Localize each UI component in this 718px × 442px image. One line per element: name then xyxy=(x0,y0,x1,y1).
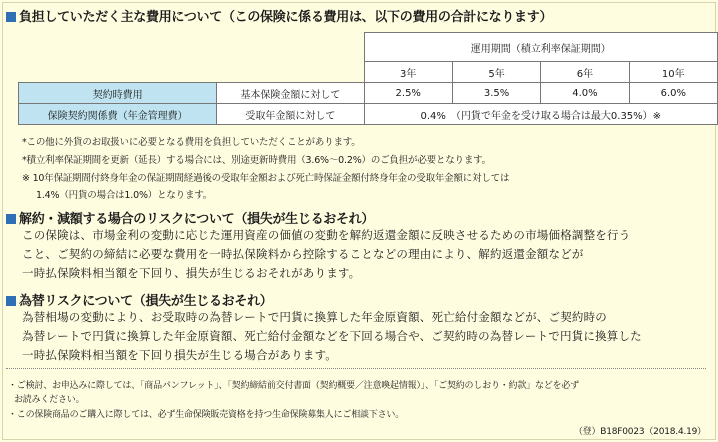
fees-title: 負担していただく主な費用について（この保険に係る費用は、以下の費用の合計になります） xyxy=(19,10,553,25)
bullet-square-icon xyxy=(6,296,16,306)
fx-line: 一時払保険料相当額を下回り損失が生じる場合があります。 xyxy=(22,348,337,362)
year-10-header: 10年 xyxy=(629,62,717,83)
row-label-contract-fee: 契約時費用 xyxy=(19,83,217,104)
fee-value-3y: 2.5% xyxy=(364,83,452,104)
surrender-line: 一時払保険料相当額を下回り、損失が生じるおそれがあります。 xyxy=(22,266,361,280)
admin-fee-value: 0.4% （円貨で年金を受け取る場合は最大0.35%）※ xyxy=(364,104,717,125)
fees-heading xyxy=(6,6,552,25)
surrender-heading xyxy=(6,208,374,227)
row-basis-admin-fee: 受取年金額に対して xyxy=(217,104,364,125)
bullet-square-icon xyxy=(6,12,16,22)
fee-note-2: *積立利率保証期間を更新（延長）する場合には、別途更新時費用（3.6%～0.2%）のご負担が必要となります。 xyxy=(22,155,491,166)
footer-divider xyxy=(6,368,706,369)
footer-line-2: お読みください。 xyxy=(14,395,85,405)
footer-line-3: ・この保険商品のご購入に際しては、必ず生命保険販売資格を持つ生命保険募集人にご相談下さい。 xyxy=(8,410,405,420)
fee-value-5y: 3.5% xyxy=(452,83,540,104)
footer-line-1: ・ご検討、お申込みに際しては、「商品パンフレット」、「契約締結前交付書面（契約概要／注意喚起情報）」、「ご契約のしおり・約款」などを必ず xyxy=(8,381,579,391)
surrender-line: この保険は、市場金利の変動に応じた運用資産の価値の変動を解約返還金額に反映させるための市場価格調整を行う xyxy=(22,228,631,242)
fee-value-10y: 6.0% xyxy=(629,83,717,104)
fx-title: 為替リスクについて（損失が生じるおそれ） xyxy=(19,294,273,309)
fx-heading xyxy=(6,290,272,309)
fx-line: 為替レートで円貨に換算した年金原資額、死亡給付金額などを下回る場合や、ご契約時の為替レートで円貨に換算した xyxy=(22,329,642,343)
row-label-admin-fee: 保険契約関係費（年金管理費） xyxy=(19,104,217,125)
fee-value-6y: 4.0% xyxy=(541,83,629,104)
fx-paragraph xyxy=(22,308,642,365)
surrender-paragraph xyxy=(22,226,630,283)
registration-code: （登）B18F0023（2018.4.19） xyxy=(573,427,706,437)
fee-note-3: ※ 10年保証期間付終身年金の保証期間経過後の受取年金額および死亡時保証金額付終身年金の受取年金額に対しては xyxy=(22,173,510,184)
fee-note-4: 1.4%（円貨の場合は1.0%）となります。 xyxy=(36,190,213,201)
year-6-header: 6年 xyxy=(541,62,629,83)
year-5-header: 5年 xyxy=(452,62,540,83)
surrender-line: こと、ご契約の締結に必要な費用を一時払保険料から控除することなどの理由により、解約返還金額などが xyxy=(22,247,584,261)
surrender-title: 解約・減額する場合のリスクについて（損失が生じるおそれ） xyxy=(19,212,375,227)
bullet-square-icon xyxy=(6,214,16,224)
fees-table xyxy=(18,32,718,125)
fx-line: 為替相場の変動により、お受取時の為替レートで円貨に換算した年金原資額、死亡給付金額などが、ご契約時の xyxy=(22,310,607,324)
row-basis-contract-fee: 基本保険金額に対して xyxy=(217,83,364,104)
fee-note-1: *この他に外貨のお取扱いに必要となる費用を負担していただくことがあります。 xyxy=(22,137,361,148)
year-3-header: 3年 xyxy=(364,62,452,83)
period-header: 運用期間（積立利率保証期間） xyxy=(364,33,717,62)
